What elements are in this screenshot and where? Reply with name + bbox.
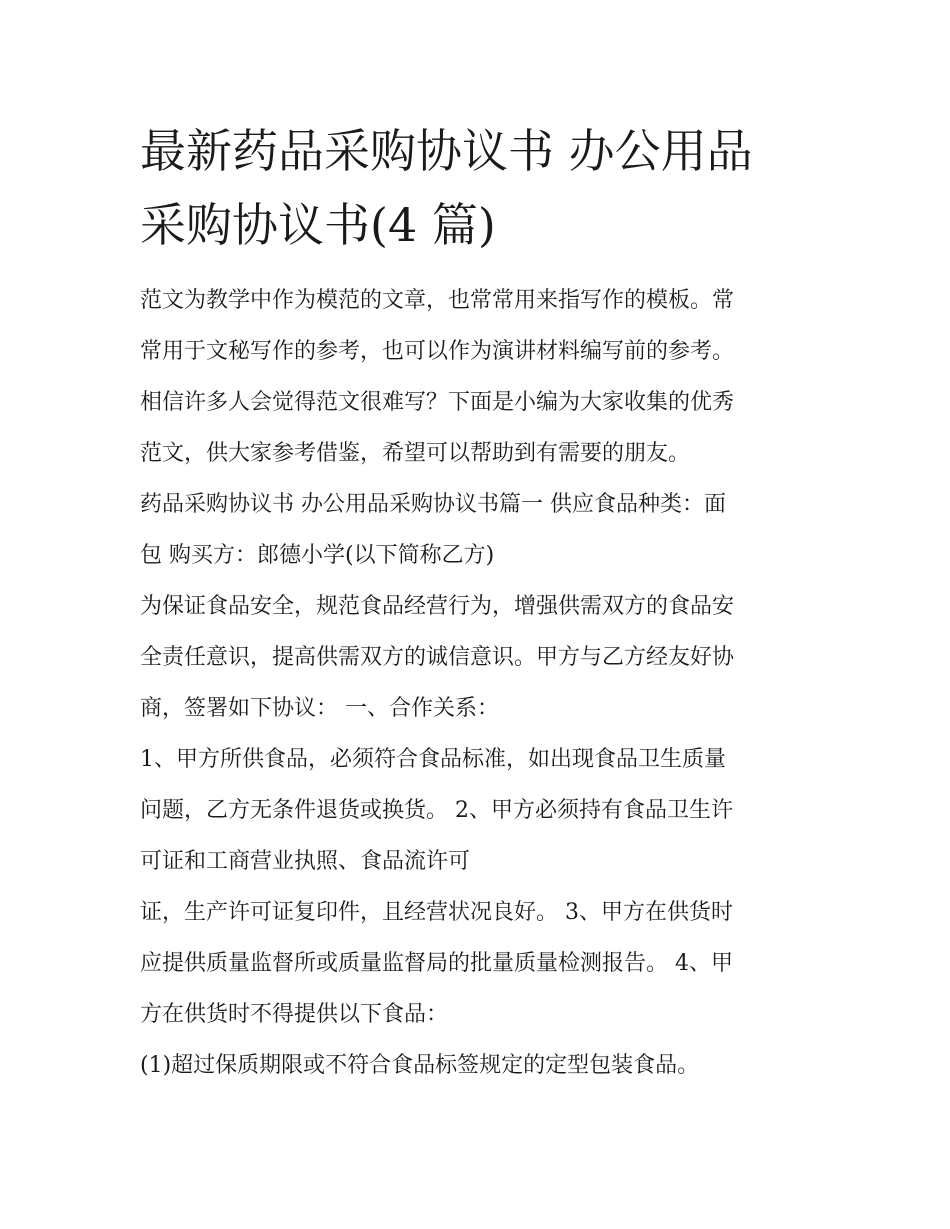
body-line: 问题，乙方无条件退货或换货。 2、甲方必须持有食品卫生许 [140,798,733,823]
body-line: 证，生产许可证复印件，且经营状况良好。 3、甲方在供货时 [140,900,733,925]
title-line-2: 采购协议书(4 篇) [140,198,496,252]
body-line: 为保证食品安全，规范食品经营行为，增强供需双方的食品安 [140,594,735,619]
title-line-1: 最新药品采购协议书 办公用品 [140,124,753,178]
body-line: 1、甲方所供食品，必须符合食品标准，如出现食品卫生质量 [140,747,726,772]
body-line: 范文，供大家参考借鉴，希望可以帮助到有需要的朋友。 [140,441,691,466]
body-line: 相信许多人会觉得范文很难写？下面是小编为大家收集的优秀 [140,390,735,415]
body-line: 常用于文秘写作的参考，也可以作为演讲材料编写前的参考。 [140,339,735,364]
body-line: 可证和工商营业执照、食品流许可 [140,849,471,874]
document-title [140,114,820,262]
body-line: 方在供货时不得提供以下食品： [140,1002,449,1027]
body-line: 包 购买方：郎德小学(以下简称乙方) [140,543,495,568]
body-line: 应提供质量监督所或质量监督局的批量质量检测报告。 4、甲 [140,951,733,976]
body-line: 药品采购协议书 办公用品采购协议书篇一 供应食品种类：面 [140,492,726,517]
document-body [140,280,820,1096]
body-line: (1)超过保质期限或不符合食品标签规定的定型包装食品。 [140,1053,700,1078]
body-line: 全责任意识，提高供需双方的诚信意识。甲方与乙方经友好协 [140,645,735,670]
body-line: 商，签署如下协议： 一、合作关系： [140,696,499,721]
body-line: 范文为教学中作为模范的文章，也常常用来指写作的模板。常 [140,288,735,313]
